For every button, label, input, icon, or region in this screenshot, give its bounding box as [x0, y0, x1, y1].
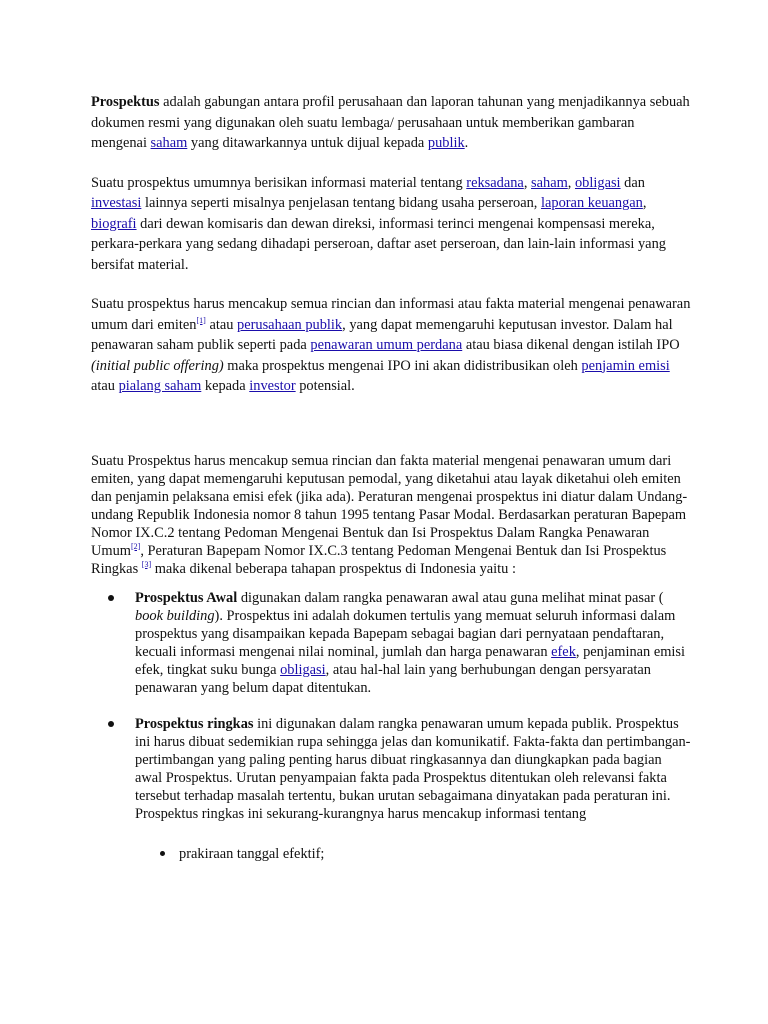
link-penjamin-emisi[interactable]: penjamin emisi [581, 357, 670, 374]
text: , Peraturan Bapepam Nomor IX.C.3 tentang Pedoman Mengenai Bentuk dan Isi Prospektus Ringkas [91, 542, 667, 577]
list-item-prospektus-awal [135, 589, 691, 697]
text: maka dikenal beberapa tahapan prospektus di Indonesia yaitu : [151, 560, 516, 577]
text: ). Prospektus ini adalah dokumen tertulis yang memuat seluruh informasi dalam prospektus yang disampaikan kepada Bapepam sebagai bagian dari pernyataan pendaftaran, kecuali informasi mengenai nilai nominal, jumlah dan harga penawaran [135, 607, 676, 660]
term-prospektus-awal: Prospektus Awal [135, 589, 238, 606]
document-body [91, 92, 691, 881]
link-obligasi-2[interactable]: obligasi [280, 661, 326, 678]
text: Suatu prospektus umumnya berisikan informasi material tentang [91, 174, 467, 191]
sub-list [135, 845, 691, 863]
list-item-prospektus-ringkas [135, 715, 691, 863]
term-prospektus-ringkas: Prospektus ringkas [135, 715, 254, 732]
text: , yang dapat memengaruhi keputusan investor. Dalam hal penawaran saham publik seperti pada [91, 316, 673, 353]
link-reksadana[interactable]: reksadana [466, 174, 524, 191]
footnote-ref-1[interactable]: [1] [196, 315, 206, 325]
text: , [642, 195, 647, 211]
paragraph-definition [91, 92, 691, 154]
text: , [567, 174, 575, 191]
term-prospektus: Prospektus [91, 94, 160, 110]
link-biografi[interactable]: biografi [91, 215, 137, 232]
link-perusahaan-publik[interactable]: perusahaan publik [237, 316, 343, 333]
text: kepada [201, 378, 250, 394]
link-publik[interactable]: publik [427, 135, 465, 151]
text: dan [620, 174, 645, 191]
link-laporan-keuangan[interactable]: laporan keuangan [540, 195, 643, 211]
link-investasi[interactable]: investasi [91, 195, 142, 211]
paragraph-contents [91, 173, 691, 276]
sub-list-item: prakiraan tanggal efektif; [179, 845, 691, 863]
link-investor[interactable]: investor [249, 378, 296, 394]
text: lainnya seperti misalnya penjelasan tentang bidang usaha perseroan, [141, 195, 541, 211]
link-pialang-saham[interactable]: pialang saham [118, 378, 202, 394]
paragraph-requirements [91, 294, 691, 397]
link-penawaran-umum-perdana[interactable]: penawaran umum perdana [310, 337, 463, 353]
text: maka prospektus mengenai IPO ini akan didistribusikan oleh [223, 357, 582, 374]
paragraph-regulation [91, 452, 691, 578]
italic-book-building: book building [135, 607, 215, 624]
link-saham[interactable]: saham [150, 135, 188, 151]
text: Suatu prospektus harus mencakup semua rincian dan informasi atau fakta material mengenai penawaran umum dari emiten [91, 296, 691, 333]
text: . [464, 135, 469, 151]
link-obligasi[interactable]: obligasi [574, 174, 621, 191]
text: atau biasa dikenal dengan istilah IPO [462, 337, 680, 353]
text: digunakan dalam rangka penawaran awal atau guna melihat minat pasar ( [237, 589, 664, 606]
text: ini digunakan dalam rangka penawaran umum kepada publik. Prospektus ini harus dibuat sedemikian rupa sehingga jelas dan komunikatif. Fakta-fakta dan pertimbangan-pertimbangan yang paling penting harus dibuat ringkasannya dan diungkapkan pada bagian awal Prospektus. Urutan penyampaian fakta pada Prospektus ditentukan oleh relevansi fakta tersebut terhadap masalah tertentu, bukan urutan sebagaimana dinyatakan pada peraturan ini. Prospektus ringkas ini sekurang-kurangnya harus mencakup informasi tentang [135, 715, 691, 822]
text: , [523, 174, 532, 191]
text: , atau hal-hal lain yang berhubungan dengan persyaratan penawaran yang belum dapat ditentukan. [135, 661, 651, 696]
prospectus-stage-list [91, 589, 691, 863]
italic-ipo: (initial public offering) [91, 357, 224, 374]
text: , penjaminan emisi efek, tingkat suku bunga [135, 643, 685, 678]
text: adalah gabungan antara profil perusahaan dan laporan tahunan yang menjadikannya sebuah dokumen resmi yang digunakan oleh suatu lembaga/ perusahaan untuk memberikan gambaran mengenai [91, 94, 690, 151]
text: yang ditawarkannya untuk dijual kepada [187, 135, 428, 151]
link-efek[interactable]: efek [551, 643, 576, 660]
text: potensial. [295, 378, 355, 394]
text: Suatu Prospektus harus mencakup semua rincian dan fakta material mengenai penawaran umum dari emiten, yang dapat memengaruhi keputusan pemodal, yang diketahui atau layak diketahui oleh emiten dan penjamin pelaksana emisi efek (jika ada). Peraturan mengenai prospektus ini diatur dalam Undang-undang Republik Indonesia nomor 8 tahun 1995 tentang Pasar Modal. Berdasarkan peraturan Bapepam Nomor IX.C.2 tentang Pedoman Mengenai Bentuk dan Isi Prospektus Dalam Rangka Penawaran Umum [91, 452, 688, 559]
text: dari dewan komisaris dan dewan direksi, informasi terinci mengenai kompensasi mereka, perkara-perkara yang sedang dihadapi perseroan, daftar aset perseroan, dan lain-lain informasi yang bersifat material. [91, 215, 666, 273]
text: atau [205, 316, 238, 333]
footnote-ref-2[interactable]: [2] [130, 541, 141, 551]
footnote-ref-3[interactable]: [3] [141, 559, 152, 569]
text: atau [91, 378, 119, 394]
link-saham-2[interactable]: saham [531, 174, 568, 191]
